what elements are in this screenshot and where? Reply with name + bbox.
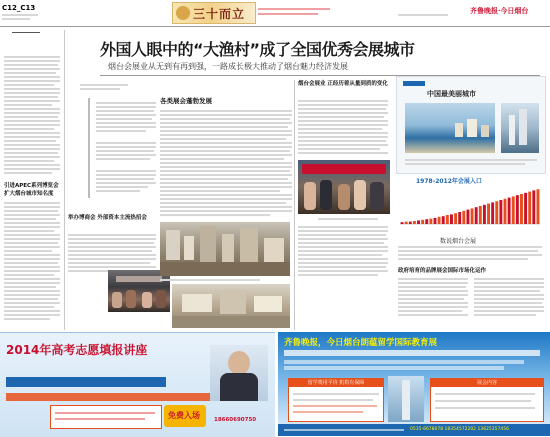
section-heading-growth: 各类展会蓬勃发展 [160,97,212,105]
headline: 外国人眼中的“大渔村”成了全国优秀会展城市 [100,40,415,59]
photo-caption [318,218,378,220]
quote-block [88,98,158,198]
chart-bar [499,200,502,224]
chart-bar [434,218,437,224]
chart-bar [504,199,507,224]
ad-study-title: 齐鲁晚报，今日烟台朗蕴留学国际教育展 [284,338,438,348]
chart-bar [475,207,478,224]
chart-bar [409,222,412,224]
chart-panel [396,176,544,234]
chart-bar [495,201,498,224]
banner-tagline [258,13,318,15]
column-divider [64,30,65,330]
ad-study-desc-strip [284,366,504,370]
chart-bar [462,211,465,224]
chart-bar [524,193,527,224]
banner-tagline [258,8,330,10]
section-heading-brand: 政府培育的品牌展会国际市场化运作 [398,268,487,274]
chart-bar [536,189,539,224]
ad-study-date-strip [284,350,540,356]
editor-line [398,14,448,16]
chart-bars [400,186,540,228]
chart-bar [512,196,515,224]
content-box-title: 展会内容 [431,379,543,387]
chart-bar [479,206,482,224]
section-heading-change: 烟台会展业 正经历着从量到质的变化 [298,81,388,87]
chart-bar [446,215,449,224]
skyline-photo [501,103,539,153]
chart-bar [471,208,474,224]
chart-bar [405,222,408,224]
tower-photo [388,376,424,422]
card-logo [403,81,425,86]
chart-bar [520,194,523,224]
ad-gaokao-title: 2014年高考志愿填报讲座 [6,343,148,357]
ad-study-fee-box [288,378,384,422]
edition-line [2,14,38,16]
chart-bar [417,220,420,224]
chart-bar [454,213,457,224]
chart-bar [438,217,441,224]
expo-crowd-photo [298,160,390,214]
ad-study-abroad[interactable] [278,332,550,436]
sidebar-column [0,26,62,330]
chart-bar [401,222,404,224]
ad-study-footer [278,424,550,436]
city-aerial-photo [160,222,290,276]
ad-gaokao-free-badge[interactable] [164,405,206,427]
fee-box-title: 留学费用平价 机构有保障 [289,379,383,387]
ad-study-content-box [430,378,544,422]
coastline-photo [405,103,495,153]
city-feature-card [396,76,546,174]
chart-bar [532,190,535,224]
chart-bar [458,212,461,224]
page-code: C12_C13 [2,4,36,12]
chart-bar [421,220,424,224]
ad-gaokao-phone[interactable]: 18660690750 [214,417,257,423]
ad-study-desc-strip [284,360,524,364]
speaker-photo [210,345,268,401]
free-badge-label: 免费入场 [168,411,200,420]
chart-bar [483,205,486,224]
expo-hall-photo [108,270,170,312]
sidebar-heading-expo: 举办博商会 外部资本主流热招会 [68,215,147,221]
subheadline: 烟台会展业从无到有再到强，一路成长极大推动了烟台魅力经济发展 [108,62,348,71]
edition-line [2,18,30,20]
chart-title: 1978-2012年会展入口 [416,178,482,185]
masthead [0,0,550,27]
banner-title: 三十而立 [193,7,246,21]
chart-bar [442,216,445,224]
column-kicker [12,32,40,41]
ad-gaokao-brand-strip [6,377,166,387]
ad-study-phone[interactable]: 0535-6678078 18354572202 13625357456 [410,427,509,432]
chart-bar [508,198,511,224]
column-divider [294,80,295,330]
chart-bar [528,192,531,224]
chart-bar [466,210,469,224]
ad-gaokao[interactable] [0,332,275,437]
banner [172,2,256,24]
ad-gaokao-info-box [50,405,162,429]
expo-area-photo [172,284,290,328]
chart-bar [429,219,432,224]
chart-caption: 数说烟台会展 [440,238,477,245]
banner-ornament-icon [176,6,190,20]
chart-bar [516,195,519,224]
chart-bar [425,219,428,224]
city-title: 中国最美丽城市 [427,89,476,98]
sidebar-heading-apec: 引进APEC系列博览会 扩大烟台城市知名度 [4,183,59,197]
chart-bar [491,202,494,224]
chart-bar [413,221,416,224]
chart-bar [450,214,453,224]
chart-bar [487,204,490,224]
brand-logo: 齐鲁晚报·今日烟台 [470,6,529,15]
